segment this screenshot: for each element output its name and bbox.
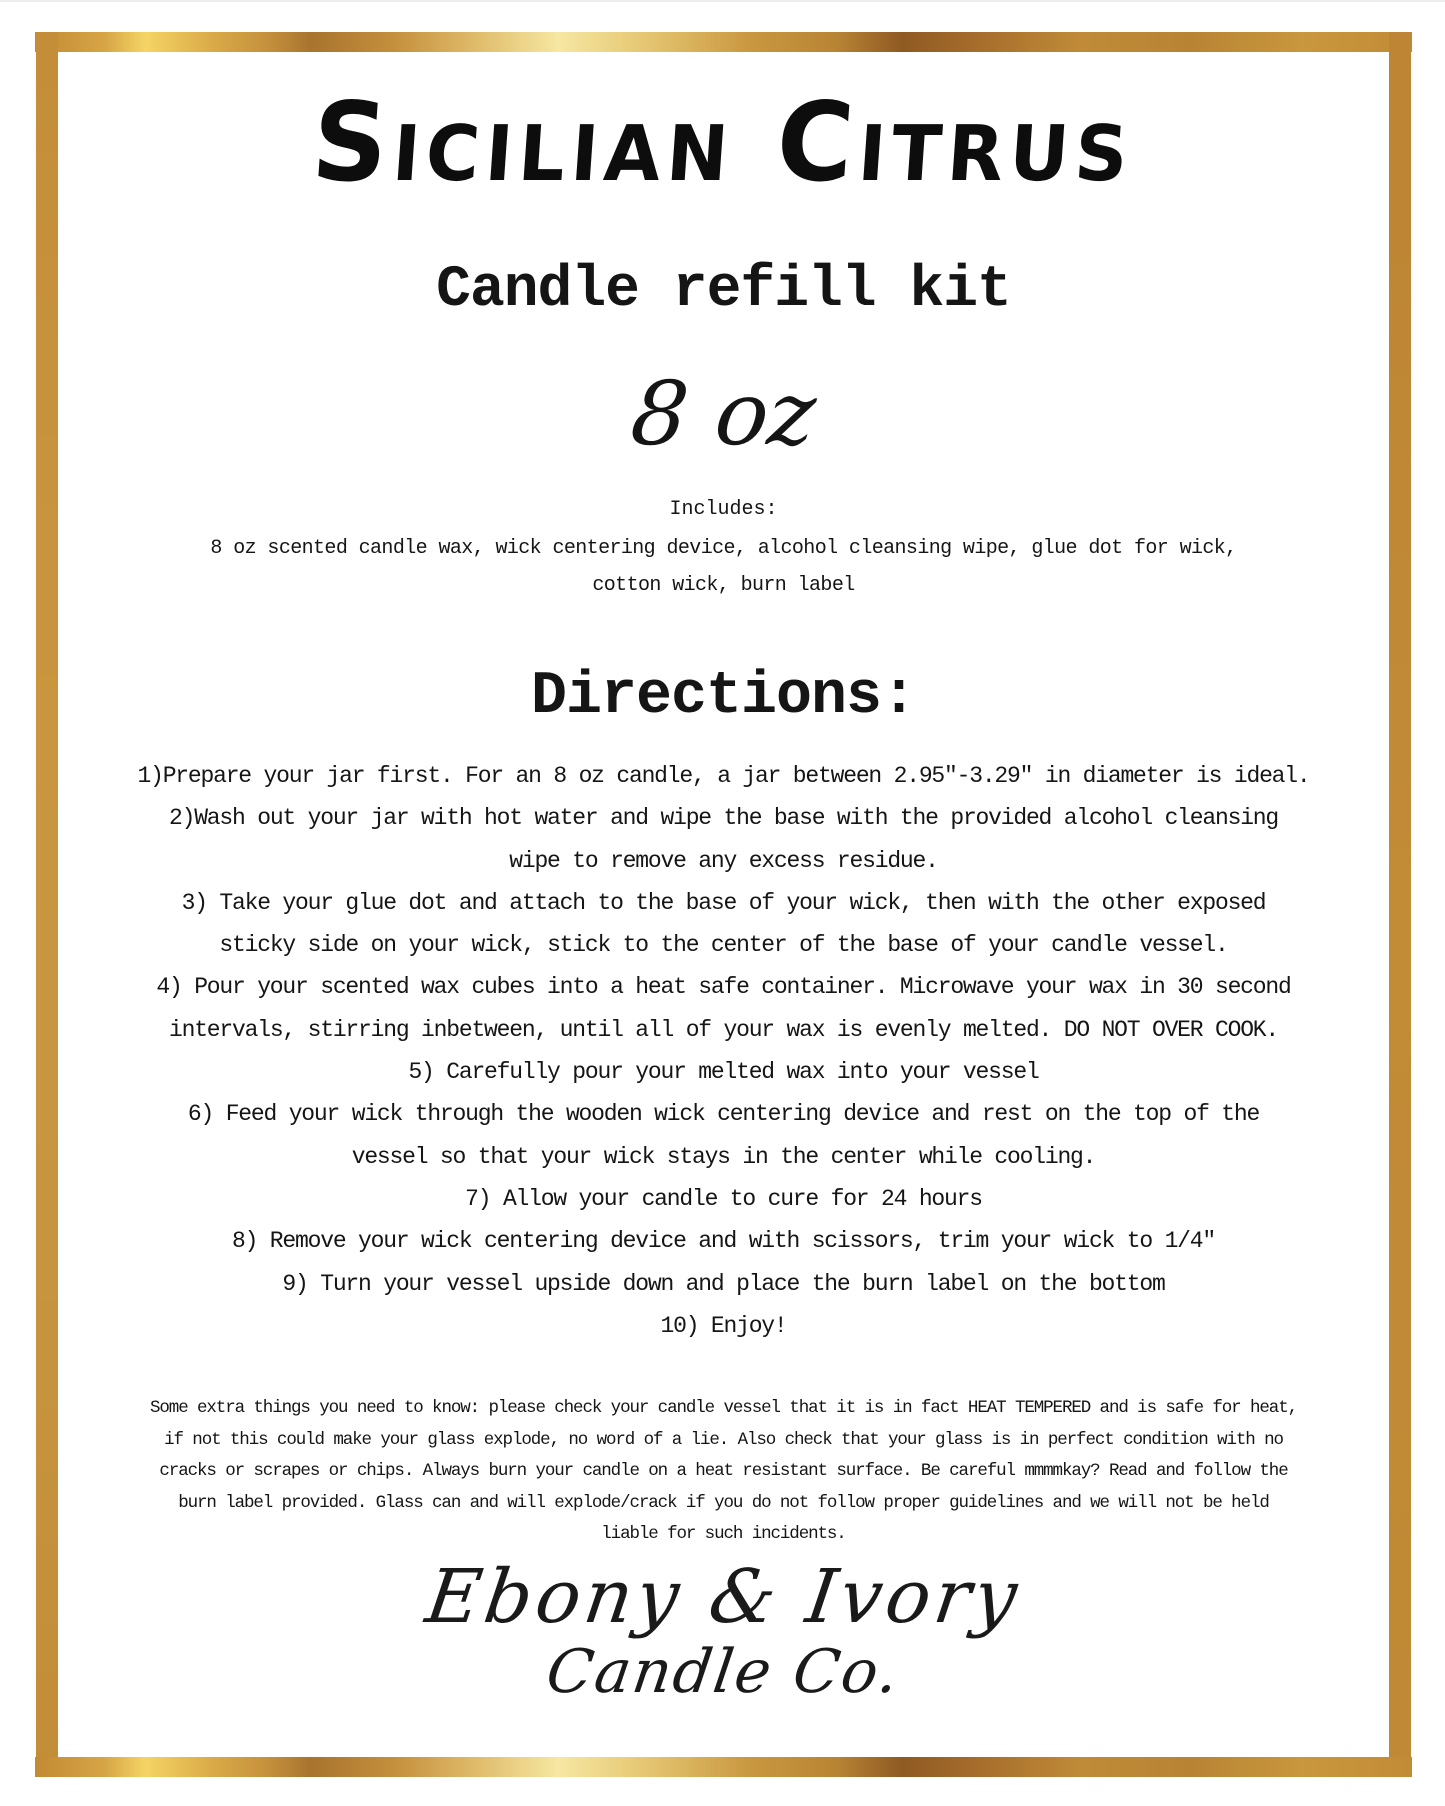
gold-frame-bottom (35, 1757, 1412, 1777)
direction-line: 2)Wash out your jar with hot water and wipe the base with the provided alcohol cleansing (169, 805, 1278, 832)
direction-line: 9) Turn your vessel upside down and place the burn label on the bottom (282, 1270, 1165, 1297)
direction-line: 7) Allow your candle to cure for 24 hours (465, 1185, 982, 1212)
brand-logo (58, 1554, 1389, 1707)
disclaimer-line: burn label provided. Glass can and will explode/crack if you do not follow proper guidelines and we will not be held (178, 1492, 1269, 1513)
direction-line: vessel so that your wick stays in the center while cooling. (351, 1143, 1096, 1170)
direction-line: 10) Enjoy! (660, 1312, 787, 1339)
gold-frame-right (1389, 32, 1411, 1777)
direction-line: 3) Take your glue dot and attach to the base of your wick, then with the other exposed (181, 889, 1266, 916)
includes-heading: Includes: (669, 498, 778, 521)
direction-line: 6) Feed your wick through the wooden wick centering device and rest on the top of the (187, 1101, 1260, 1128)
brand-tagline: Candle Co. (542, 1637, 905, 1707)
brand-name: Ebony & Ivory (420, 1554, 1027, 1640)
directions-heading: Directions: (530, 663, 917, 731)
includes-line: 8 oz scented candle wax, wick centering device, alcohol cleansing wipe, glue dot for wick, (210, 537, 1237, 560)
disclaimer-line: if not this could make your glass explode, no word of a lie. Also check that your glass is in perfect condition with no (164, 1429, 1283, 1450)
directions-list (78, 755, 1369, 1347)
disclaimer-line: Some extra things you need to know: please check your candle vessel that it is in fact HEAT TEMPERED and is safe for heat, (149, 1398, 1297, 1418)
direction-line: intervals, stirring inbetween, until all of your wax is evenly melted. DO NOT OVER COOK. (169, 1016, 1278, 1043)
safety-disclaimer (76, 1393, 1371, 1551)
direction-line: 1)Prepare your jar first. For an 8 oz candle, a jar between 2.95"-3.29" in diameter is ideal. (137, 763, 1310, 789)
product-subtitle: Candle refill kit (436, 258, 1011, 323)
includes-line: cotton wick, burn label (592, 574, 855, 597)
label-content (58, 52, 1389, 1757)
direction-line: 5) Carefully pour your melted wax into your vessel (408, 1059, 1039, 1086)
direction-line: wipe to remove any excess residue. (509, 847, 938, 874)
product-title: Sicilian Citrus (308, 77, 1139, 207)
gold-frame-top (35, 32, 1412, 52)
gold-frame-left (36, 32, 58, 1777)
product-size: 8 oz (626, 362, 821, 465)
disclaimer-line: liable for such incidents. (601, 1524, 846, 1545)
direction-line: 4) Pour your scented wax cubes into a heat safe container. Microwave your wax in 30 second (156, 974, 1291, 1001)
top-hairline (0, 0, 1445, 2)
direction-line: sticky side on your wick, stick to the center of the base of your candle vessel. (219, 932, 1228, 959)
includes-list (138, 530, 1309, 604)
disclaimer-line: cracks or scrapes or chips. Always burn your candle on a heat resistant surface. Be careful mmmmkay? Read and follow the (159, 1461, 1288, 1482)
direction-line: 8) Remove your wick centering device and with scissors, trim your wick to 1/4" (232, 1228, 1215, 1255)
